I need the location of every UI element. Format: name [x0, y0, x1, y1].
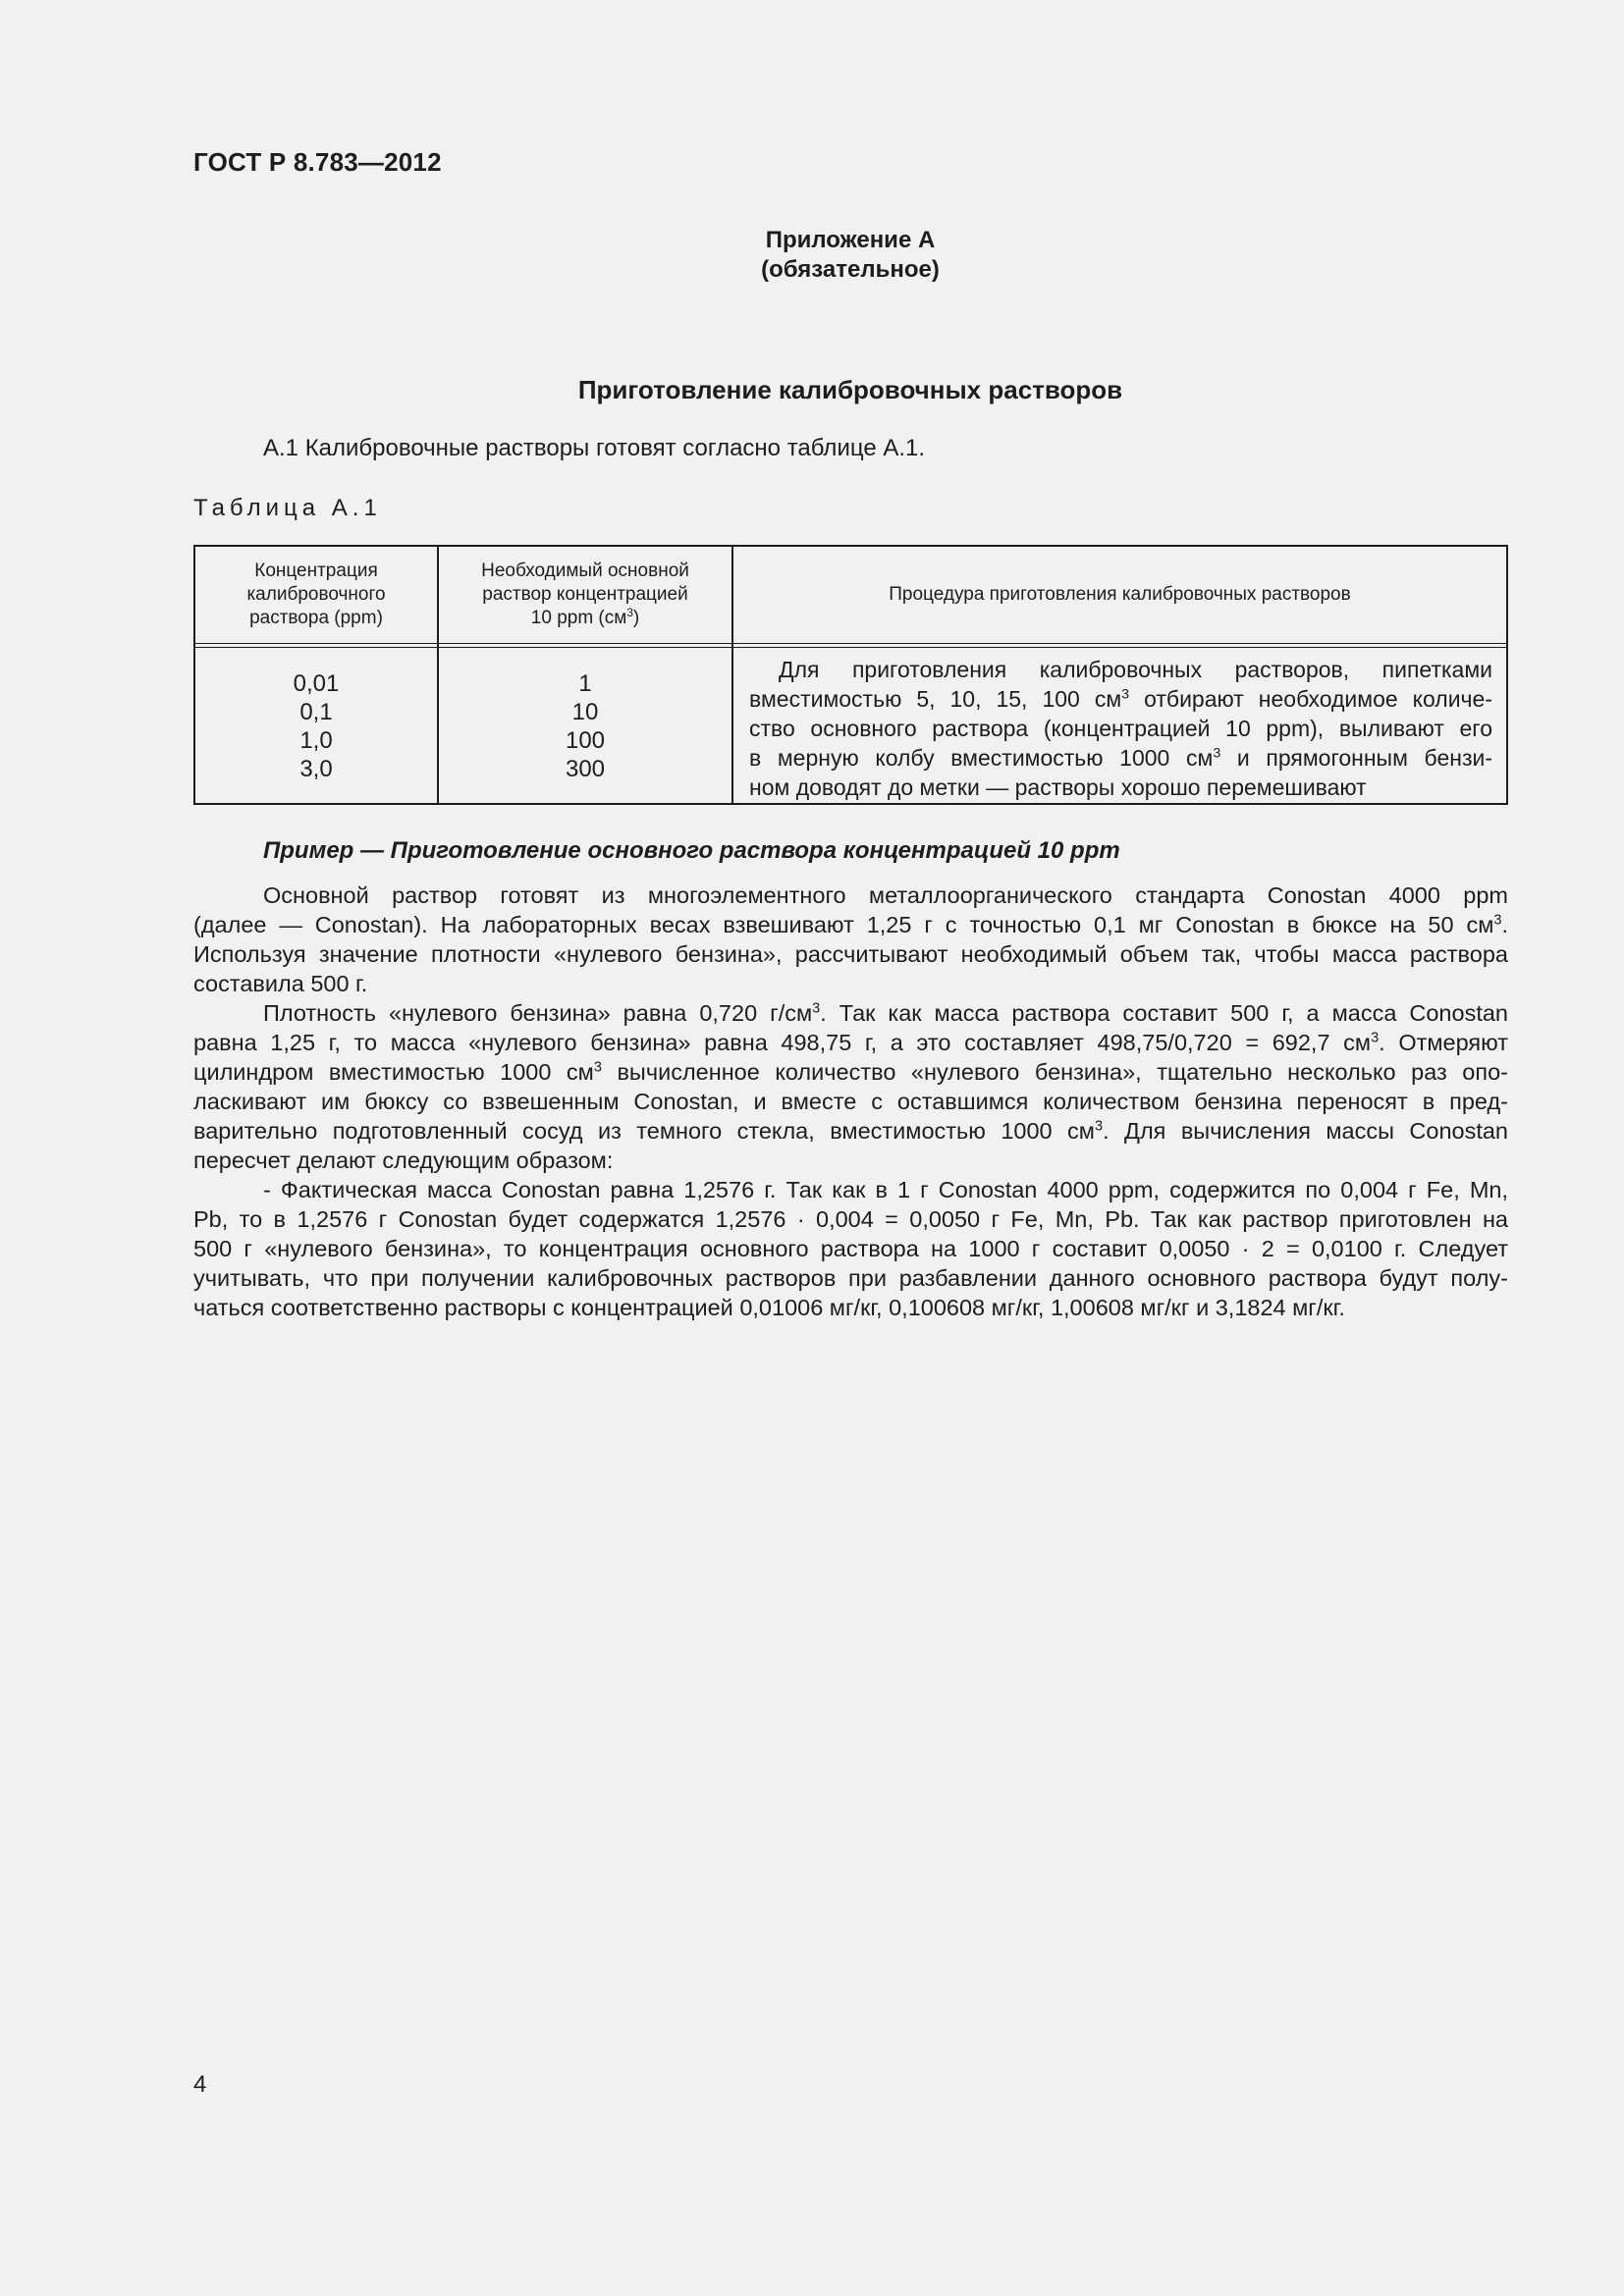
- header-divider: [195, 643, 1506, 648]
- text-line: ласкивают им бюксу со взвешенным Conostan, и вместе с оставшимся количеством бензина переносят в пред-: [193, 1089, 1508, 1114]
- table-cell: 1: [578, 669, 592, 697]
- page-number: 4: [193, 2071, 207, 2098]
- example-body: [193, 881, 1508, 1322]
- text-line: равна 1,25 г, то масса «нулевого бензина» равна 498,75 г, а это составляет 498,75/0,720 = 692,7 $см^3$. Отмеряют: [193, 1030, 1508, 1055]
- annex-status: (обязательное): [761, 256, 940, 283]
- table-caption: Таблица А.1: [193, 495, 382, 521]
- text-line: чаться соответственно растворы с концентрацией 0,01006 мг/кг, 0,100608 мг/кг, 1,00608 мг/кг и 3,1824 мг/кг.: [193, 1295, 1345, 1320]
- header-text: Необходимый основной: [481, 561, 689, 581]
- table-cell: 0,1: [299, 698, 333, 725]
- intro-paragraph: А.1 Калибровочные растворы готовят согласно таблице А.1.: [263, 435, 926, 461]
- header-concentration: [195, 547, 437, 643]
- section-title: Приготовление калибровочных растворов: [577, 375, 1123, 404]
- text-line: цилиндром вместимостью 1000 $см^3$ вычисленное количество «нулевого бензина», тщательно несколько раз опо-: [193, 1059, 1508, 1085]
- header-text: Концентрация: [254, 561, 378, 581]
- header-stock-volume: [439, 547, 731, 643]
- concentration-values: [195, 649, 437, 803]
- table-cell: 300: [565, 755, 606, 782]
- text-line: Используя значение плотности «нулевого бензина», рассчитывают необходимый объем так, чтобы масса раствора: [193, 941, 1508, 967]
- text-line: вместимостью 5, 10, 15, 100 $см^3$ отбирают необходимое количе-: [749, 686, 1492, 712]
- text-line: Плотность «нулевого бензина» равна 0,720 $г/см^3$. Так как масса раствора составит 500 г, а масса Conostan: [263, 1000, 1508, 1026]
- text-line: Основной раствор готовят из многоэлементного металлоорганического стандарта Conostan 4000 ppm: [263, 882, 1508, 908]
- example-title: Пример — Приготовление основного раствора концентрацией 10 ppm: [263, 837, 1120, 864]
- text-line: 500 г «нулевого бензина», то концентрация основного раствора на 1000 г составит 0,0050 · 2 = 0,0100 г. Следует: [193, 1236, 1508, 1261]
- text-line: в мерную колбу вместимостью 1000 $см^3$ и прямогонным бензи-: [749, 745, 1492, 771]
- header-text: калибровочного: [246, 584, 386, 605]
- header-text: раствор концентрацией: [482, 584, 688, 605]
- text-line: учитывать, что при получении калибровочных растворов при разбавлении данного основного раствора будут полу-: [193, 1265, 1508, 1291]
- volume-values: [439, 649, 731, 803]
- text-line: составила 500 г.: [193, 971, 368, 996]
- procedure-text: [749, 655, 1492, 802]
- column-divider: [731, 547, 733, 803]
- table-cell: 1,0: [299, 726, 333, 754]
- table-cell: 3,0: [299, 755, 333, 782]
- text-line: - Фактическая масса Conostan равна 1,2576 г. Так как в 1 г Conostan 4000 ppm, содержится по 0,004 г Fe, Mn,: [263, 1177, 1508, 1202]
- annex-heading: [193, 226, 1507, 285]
- text-line: варительно подготовленный сосуд из темного стекла, вместимостью 1000 $см^3$. Для вычисления массы Conostan: [193, 1118, 1509, 1144]
- table-cell: 100: [565, 726, 606, 754]
- table-cell: 10: [571, 698, 599, 725]
- text-line: пересчет делают следующим образом:: [193, 1148, 614, 1173]
- text-line: ном доводят до метки — растворы хорошо перемешивают: [749, 774, 1367, 800]
- text-line: (далее — Conostan). На лабораторных весах взвешивают 1,25 г с точностью 0,1 мг Conostan в бюксе на 50 $см^3$.: [193, 912, 1508, 937]
- header-procedure: Процедура приготовления калибровочных растворов: [889, 584, 1351, 605]
- header-text: раствора (ppm): [249, 608, 383, 628]
- table-header-row: [195, 547, 1506, 643]
- annex-title: Приложение А: [765, 227, 936, 253]
- header-text: 10 ppm $(см^3)$: [530, 606, 640, 628]
- document-code: ГОСТ Р 8.783—2012: [193, 147, 442, 177]
- text-line: Pb, то в 1,2576 г Conostan будет содержатся 1,2576 · 0,004 = 0,0050 г Fe, Mn, Pb. Так как раствор приготовлен на: [193, 1206, 1508, 1232]
- table-cell: 0,01: [293, 669, 340, 697]
- text-line: Для приготовления калибровочных растворов, пипетками: [779, 657, 1492, 682]
- text-line: ство основного раствора (концентрацией 10 ppm), выливают его: [749, 716, 1492, 741]
- calibration-table: [193, 545, 1508, 805]
